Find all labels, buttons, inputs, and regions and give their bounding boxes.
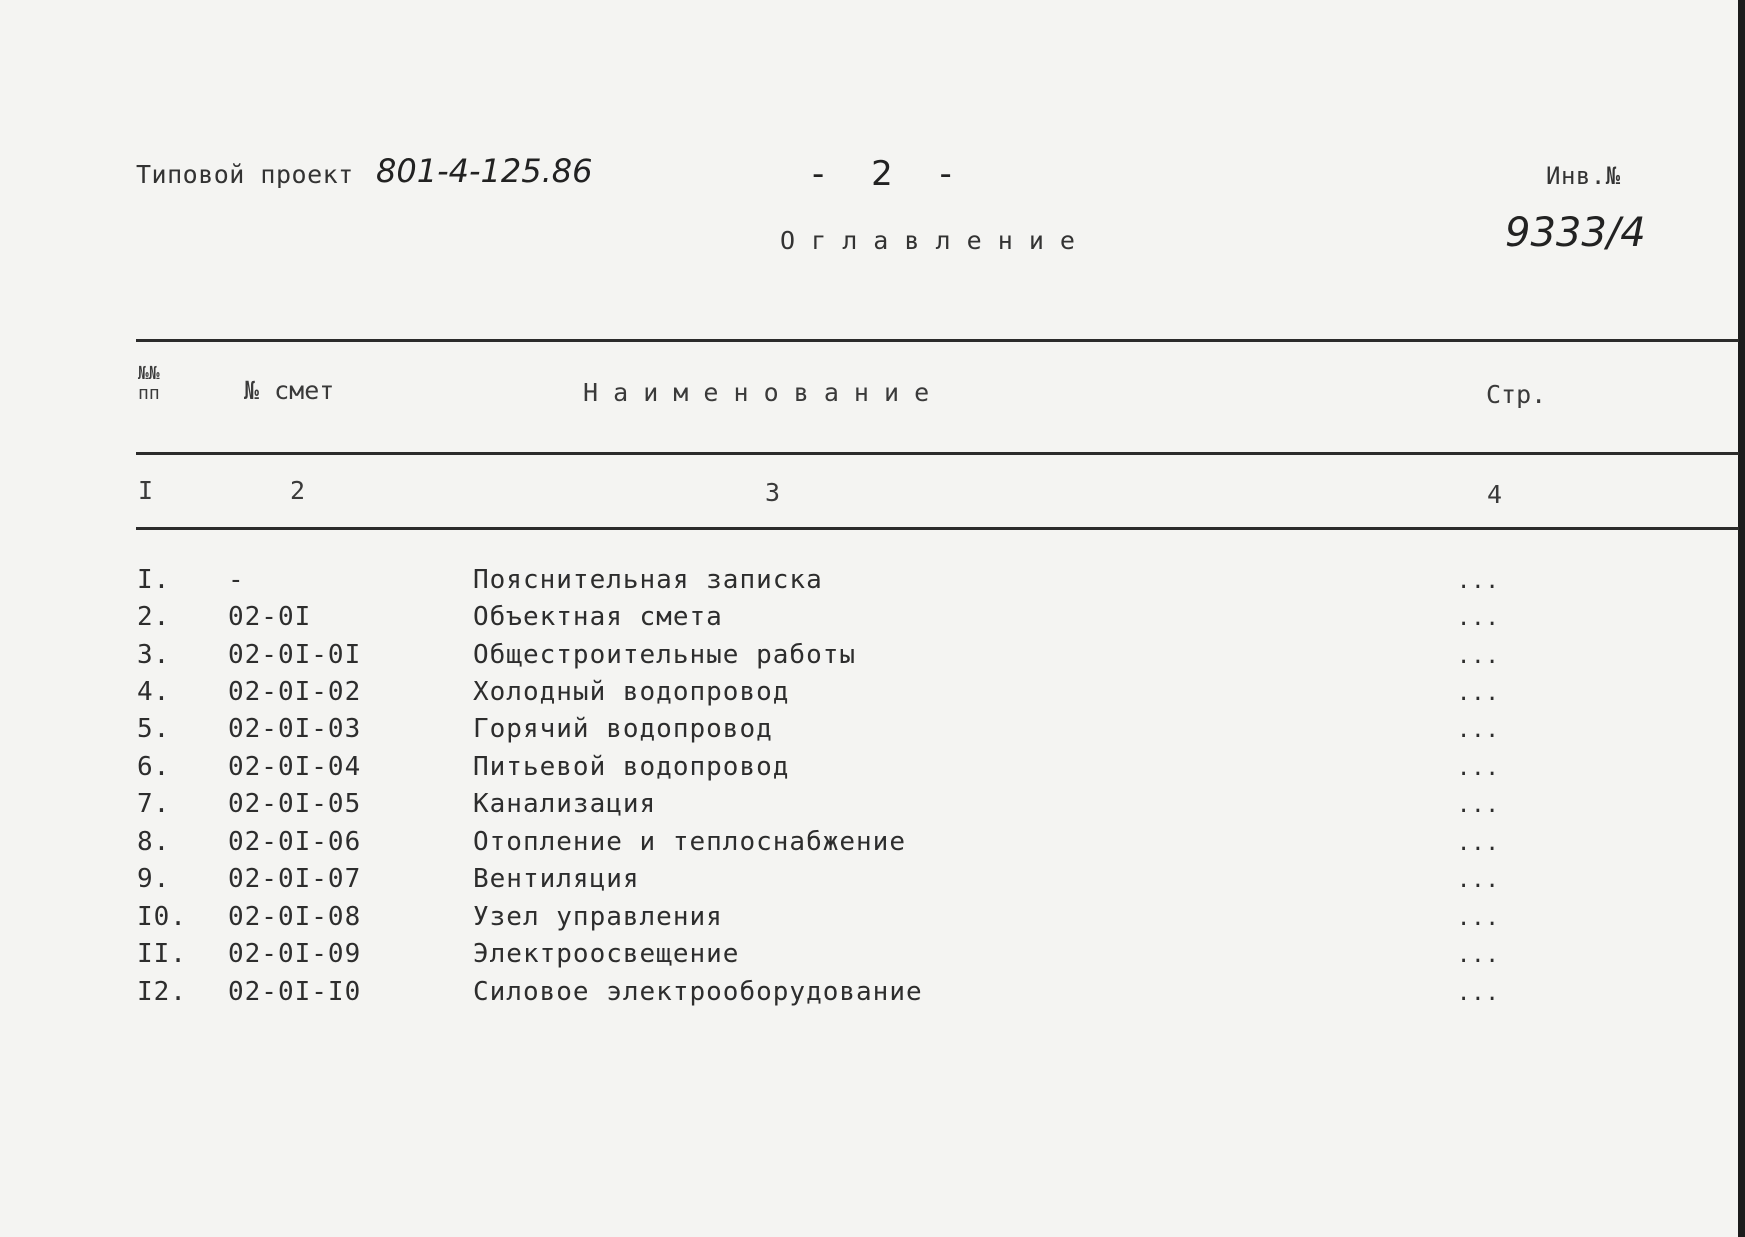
table-row bbox=[0, 939, 1745, 976]
table-row bbox=[0, 714, 1745, 751]
document-title: О г л а в л е н и е bbox=[780, 226, 1076, 255]
estimate-code: 02-0I bbox=[228, 602, 312, 632]
table-top-rule bbox=[136, 339, 1739, 342]
page-ref: ... bbox=[1457, 831, 1500, 856]
table-row bbox=[0, 789, 1745, 826]
page-ref: ... bbox=[1457, 868, 1500, 893]
table-row bbox=[0, 565, 1745, 602]
table-row bbox=[0, 602, 1745, 639]
section-name: Объектная смета bbox=[473, 602, 723, 632]
section-name: Электроосвещение bbox=[473, 939, 740, 969]
section-name: Горячий водопровод bbox=[473, 714, 773, 744]
column-header-page: Стр. bbox=[1486, 380, 1547, 409]
section-name: Общестроительные работы bbox=[473, 640, 857, 670]
section-name: Силовое электрооборудование bbox=[473, 977, 923, 1007]
table-row bbox=[0, 977, 1745, 1014]
row-number: I0. bbox=[137, 902, 187, 932]
section-name: Питьевой водопровод bbox=[473, 752, 790, 782]
table-row bbox=[0, 752, 1745, 789]
table-columns-rule bbox=[136, 527, 1739, 530]
estimate-code: 02-0I-07 bbox=[228, 864, 362, 894]
project-number: 801-4-125.86 bbox=[376, 152, 593, 190]
section-name: Пояснительная записка bbox=[473, 565, 823, 595]
column-number-2: 2 bbox=[290, 476, 306, 505]
estimate-code: 02-0I-09 bbox=[228, 939, 362, 969]
row-number: I2. bbox=[137, 977, 187, 1007]
page-ref: ... bbox=[1457, 943, 1500, 968]
column-header-name: Н а и м е н о в а н и е bbox=[583, 378, 930, 407]
table-row bbox=[0, 864, 1745, 901]
page-ref: ... bbox=[1457, 906, 1500, 931]
row-number: 5. bbox=[137, 714, 171, 744]
estimate-code: 02-0I-02 bbox=[228, 677, 362, 707]
table-row bbox=[0, 827, 1745, 864]
column-number-4: 4 bbox=[1487, 480, 1503, 509]
row-number: 6. bbox=[137, 752, 171, 782]
column-header-pp: №№ пп bbox=[138, 363, 160, 404]
inventory-label: Инв.№ bbox=[1546, 162, 1621, 190]
estimate-code: 02-0I-I0 bbox=[228, 977, 362, 1007]
page-ref: ... bbox=[1457, 981, 1500, 1006]
page-ref: ... bbox=[1457, 756, 1500, 781]
page-number: - 2 - bbox=[812, 154, 970, 194]
section-name: Отопление и теплоснабжение bbox=[473, 827, 906, 857]
table-row bbox=[0, 902, 1745, 939]
row-number: II. bbox=[137, 939, 187, 969]
estimate-code: - bbox=[228, 565, 245, 595]
row-number: 7. bbox=[137, 789, 171, 819]
estimate-code: 02-0I-06 bbox=[228, 827, 362, 857]
table-row bbox=[0, 640, 1745, 677]
estimate-code: 02-0I-04 bbox=[228, 752, 362, 782]
section-name: Канализация bbox=[473, 789, 657, 819]
estimate-code: 02-0I-08 bbox=[228, 902, 362, 932]
row-number: 3. bbox=[137, 640, 171, 670]
page-ref: ... bbox=[1457, 644, 1500, 669]
page-ref: ... bbox=[1457, 718, 1500, 743]
estimate-code: 02-0I-05 bbox=[228, 789, 362, 819]
project-label: Типовой проект bbox=[136, 160, 354, 189]
page-ref: ... bbox=[1457, 681, 1500, 706]
row-number: 4. bbox=[137, 677, 171, 707]
column-header-smet: № смет bbox=[244, 376, 335, 405]
estimate-code: 02-0I-03 bbox=[228, 714, 362, 744]
page-ref: ... bbox=[1457, 793, 1500, 818]
row-number: 9. bbox=[137, 864, 171, 894]
row-number: I. bbox=[137, 565, 171, 595]
row-number: 8. bbox=[137, 827, 171, 857]
section-name: Холодный водопровод bbox=[473, 677, 790, 707]
section-name: Узел управления bbox=[473, 902, 723, 932]
page-ref: ... bbox=[1457, 569, 1500, 594]
row-number: 2. bbox=[137, 602, 171, 632]
table-header-rule bbox=[136, 452, 1739, 455]
table-row bbox=[0, 677, 1745, 714]
inventory-number: 9333/4 bbox=[1505, 210, 1646, 256]
column-number-3: 3 bbox=[765, 478, 781, 507]
section-name: Вентиляция bbox=[473, 864, 640, 894]
page-ref: ... bbox=[1457, 606, 1500, 631]
column-number-1: I bbox=[138, 476, 154, 505]
estimate-code: 02-0I-0I bbox=[228, 640, 362, 670]
